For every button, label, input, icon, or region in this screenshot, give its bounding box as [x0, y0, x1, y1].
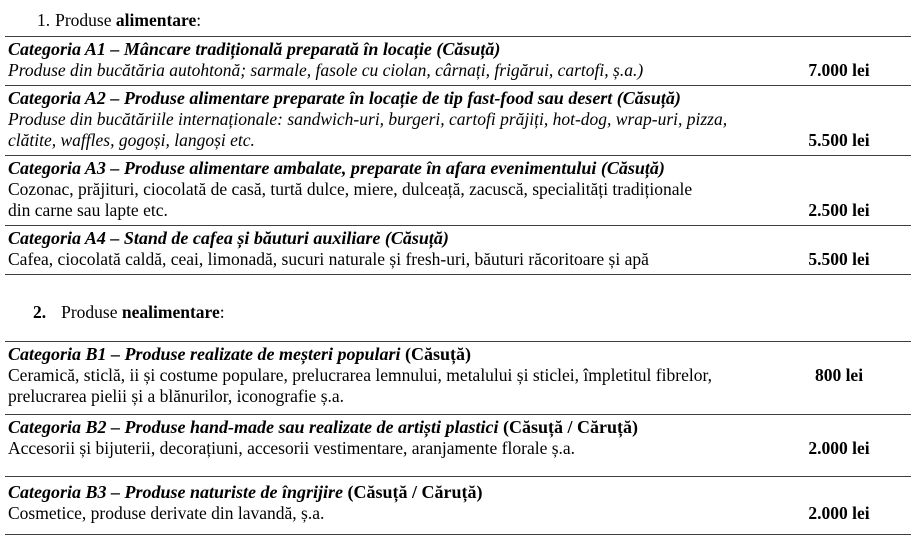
category-title — [8, 344, 911, 365]
section-word: Produse — [55, 10, 112, 30]
nonfood-categories-table — [5, 341, 911, 535]
category-title-text: Categoria B1 – Produse realizate de meșteri populari — [8, 344, 401, 364]
category-description: Cozonac, prăjituri, ciocolată de casă, turtă dulce, miere, dulceață, zacuscă, specialități tradiționale — [8, 179, 693, 199]
category-description: prelucrarea pielii și a blănurilor, iconografie ș.a. — [8, 386, 345, 406]
price-value: 2.000 lei — [808, 438, 870, 458]
price-value: 5.500 lei — [808, 249, 870, 269]
table-row-a3 — [5, 156, 911, 226]
table-row-a4 — [5, 226, 911, 275]
category-description-line — [8, 60, 911, 81]
category-title-text: Categoria A1 – Mâncare tradițională preparată în locație (Căsuță) — [8, 39, 501, 59]
table-row-b1 — [5, 342, 911, 415]
section-word: Produse — [61, 302, 118, 322]
category-title-text: Categoria A4 – Stand de cafea și băuturi auxiliare (Căsuță) — [8, 228, 449, 248]
category-title-text: Categoria A3 – Produse alimentare ambalate, preparate în afara evenimentului (Căsuță) — [8, 158, 665, 178]
category-title-location: (Căsuță / Căruță) — [498, 417, 639, 437]
category-description-line — [8, 109, 911, 130]
category-description-line — [8, 130, 911, 151]
category-description-line — [8, 200, 911, 221]
table-row-b3 — [5, 477, 911, 535]
category-description-line — [8, 249, 911, 270]
price-value: 7.000 lei — [808, 60, 870, 80]
food-categories-table — [5, 36, 911, 275]
section-emphasis: nealimentare — [121, 302, 220, 322]
document-page — [0, 9, 917, 550]
category-title — [8, 482, 911, 503]
table-row-a2 — [5, 86, 911, 156]
category-description-line — [8, 503, 911, 524]
section-heading-nonfood — [33, 301, 917, 323]
section-number: 1. — [37, 10, 51, 30]
category-description: Cafea, ciocolată caldă, ceai, limonadă, sucuri naturale și fresh-uri, băuturi răcoritoare și apă — [8, 249, 649, 269]
section-punctuation: : — [196, 10, 202, 30]
category-title — [8, 39, 911, 60]
category-title — [8, 88, 911, 109]
category-description-line — [8, 179, 911, 200]
price-value: 2.000 lei — [808, 503, 870, 523]
category-title-text: Categoria B2 – Produse hand-made sau realizate de artiști plastici — [8, 417, 499, 437]
category-description: Produse din bucătăriile internaționale: sandwich-uri, burgeri, cartofi prăjiți, hot-dog, wrap-uri, pizza, — [8, 109, 728, 129]
section-emphasis: alimentare — [115, 10, 197, 30]
category-description: clătite, waffles, gogoși, langoși etc. — [8, 130, 255, 150]
category-description: din carne sau lapte etc. — [8, 200, 168, 220]
price-value: 2.500 lei — [808, 200, 870, 220]
category-description: Ceramică, sticlă, ii și costume populare, prelucrarea lemnului, metalului și sticlei, împletitul fibrelor, — [8, 365, 712, 385]
category-description: Produse din bucătăria autohtonă; sarmale, fasole cu ciolan, cârnați, frigărui, cartofi, ș.a.) — [8, 60, 644, 80]
category-title-location: (Căsuță / Căruță) — [343, 482, 483, 502]
section-heading-food — [37, 9, 917, 31]
category-title — [8, 417, 911, 438]
category-title — [8, 228, 911, 249]
category-description-line — [8, 438, 911, 459]
category-title-location: (Căsuță) — [400, 344, 472, 364]
category-title-text: Categoria A2 – Produse alimentare preparate în locație de tip fast-food sau desert (Căsuță) — [8, 88, 681, 108]
section-punctuation: : — [219, 302, 225, 322]
category-description-line — [8, 386, 911, 407]
price-value: 5.500 lei — [808, 130, 870, 150]
category-title — [8, 158, 911, 179]
table-row-b2 — [5, 415, 911, 477]
table-row-a1 — [5, 37, 911, 86]
category-description: Cosmetice, produse derivate din lavandă, ș.a. — [8, 503, 325, 523]
price-value: 800 lei — [814, 365, 864, 385]
category-description: Accesorii și bijuterii, decorațiuni, accesorii vestimentare, aranjamente florale ș.a. — [8, 438, 576, 458]
category-description-line — [8, 365, 911, 386]
category-title-text: Categoria B3 – Produse naturiste de îngrijire — [8, 482, 344, 502]
section-number: 2. — [33, 302, 47, 322]
